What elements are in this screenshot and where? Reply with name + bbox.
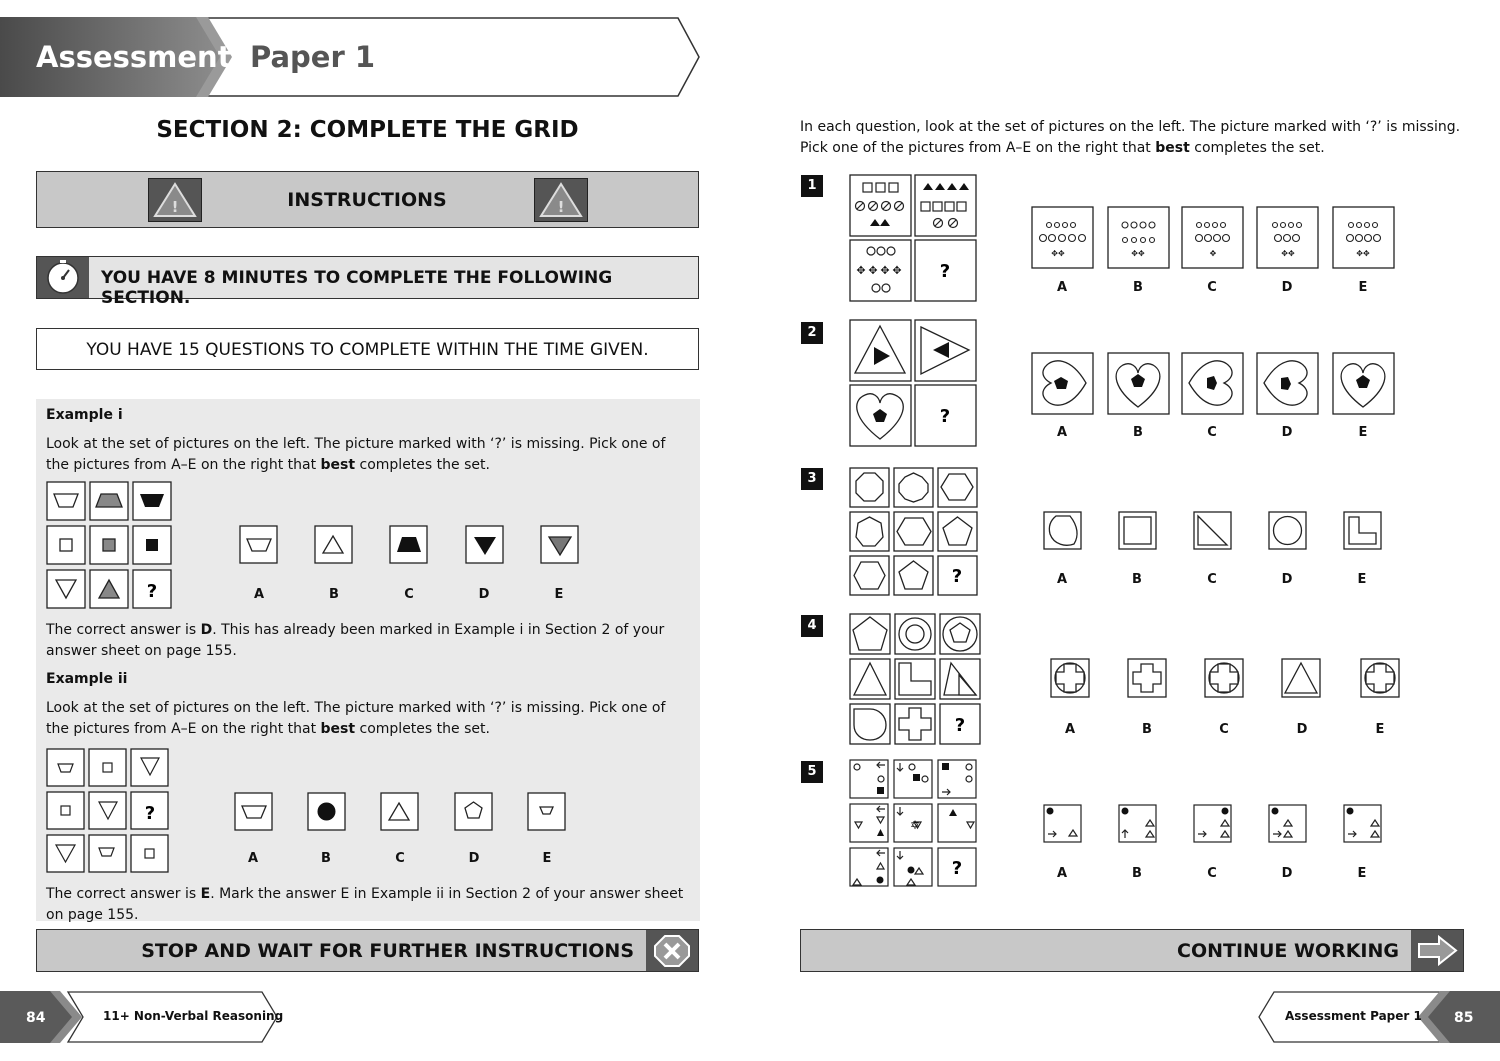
option-letter: E [1375,722,1385,737]
option-letter: C [1207,280,1217,295]
svg-text:✥✥: ✥✥ [1356,249,1370,258]
option-letter: A [1064,722,1076,737]
example1-grid [46,481,176,611]
stop-bar [36,929,699,972]
option-letter: D [1296,722,1308,737]
stop-text: STOP AND WAIT FOR FURTHER INSTRUCTIONS [141,940,634,962]
svg-text:✡: ✡ [909,818,921,832]
svg-text:✥✥: ✥✥ [1281,249,1295,258]
option-letter: B [329,587,339,602]
continue-text: CONTINUE WORKING [1177,940,1399,962]
missing-mark: ? [144,803,156,824]
option-letter: D [478,587,490,602]
svg-text:✥: ✥ [1209,249,1217,258]
svg-text:✥: ✥ [880,264,890,277]
footer-right-page-number: 85 [1454,1010,1474,1026]
option-letter: C [404,587,414,602]
missing-mark: ? [146,581,158,602]
option-letter: D [1281,280,1293,295]
svg-text:!: ! [557,198,565,216]
footer-right-title: Assessment Paper 1 [1285,1009,1422,1023]
option-letter: B [1133,280,1143,295]
option-letter: D [1281,425,1293,440]
option-letter: E [1358,425,1368,440]
q1-grid [849,174,979,304]
header-tab-paper: Paper 1 [250,40,376,74]
questions-count-text: YOU HAVE 15 QUESTIONS TO COMPLETE WITHIN THE TIME GIVEN. [86,340,649,360]
option-letter: C [1207,425,1217,440]
option-letter: A [1056,280,1068,295]
option-letter: D [468,851,480,866]
question-number: 5 [801,761,823,783]
option-letter: C [1219,722,1229,737]
option-letter: B [1142,722,1152,737]
option-letter: E [542,851,552,866]
example2-grid [46,748,172,874]
timer-text: YOU HAVE 8 MINUTES TO COMPLETE THE FOLLOWING SECTION. [101,268,613,308]
svg-text:✥: ✥ [868,264,878,277]
stop-x-icon [646,930,698,971]
option-letter: B [321,851,331,866]
q4-grid [849,613,983,747]
option-letter: B [1132,866,1142,881]
footer-left-title: 11+ Non-Verbal Reasoning [103,1009,284,1023]
q3-grid [849,467,979,597]
q2-grid [849,319,979,449]
q5-options [1042,803,1387,845]
question-number: 2 [801,322,823,344]
option-letter: D [1281,572,1293,587]
questions-count-box [36,328,699,370]
svg-text:✥: ✥ [856,264,866,277]
example2-title: Example ii [46,671,128,687]
missing-mark: ? [939,261,951,282]
q5-grid [849,759,979,889]
continue-bar [800,929,1464,972]
svg-text:✥: ✥ [892,264,902,277]
option-letter: D [1281,866,1293,881]
option-letter: A [1056,572,1068,587]
q3-options [1042,510,1387,552]
option-letter: E [554,587,564,602]
q2-options [1031,352,1397,418]
example1-options [238,524,583,566]
option-letter: C [1207,572,1217,587]
warning-icon [148,178,202,222]
option-letter: B [1133,425,1143,440]
stopwatch-icon [37,257,89,298]
example1-title: Example i [46,407,123,423]
example1-text: Look at the set of pictures on the left. The picture marked with ‘?’ is missing. Pick one of the pictures from A–E on the right that best completes the set. [46,436,666,473]
question-number: 4 [801,615,823,637]
svg-text:!: ! [171,198,179,216]
option-letter: A [253,587,265,602]
footer-left-page-number: 84 [26,1010,46,1026]
example2-options [233,791,568,833]
instructions-bar [36,171,699,228]
question-number: 1 [801,175,823,197]
example2-answer: The correct answer is E. Mark the answer E in Example ii in Section 2 of your answer sheet on page 155. [46,886,684,923]
timer-bar [36,256,699,308]
arrow-right-icon [1411,930,1463,971]
missing-mark: ? [954,715,966,736]
missing-mark: ? [939,406,951,427]
option-letter: E [1358,280,1368,295]
svg-text:✥✥: ✥✥ [1131,249,1145,258]
example1-answer: The correct answer is D. This has already been marked in Example i in Section 2 of your answer sheet on page 155. [46,622,665,659]
warning-icon [534,178,588,222]
option-letter: C [395,851,405,866]
missing-mark: ? [951,566,963,587]
q1-options [1031,206,1397,272]
example2-text: Look at the set of pictures on the left. The picture marked with ‘?’ is missing. Pick one of the pictures from A–E on the right that best completes the set. [46,700,666,737]
option-letter: B [1132,572,1142,587]
option-letter: C [1207,866,1217,881]
option-letter: A [1056,425,1068,440]
missing-mark: ? [951,858,963,879]
instructions-label: INSTRUCTIONS [287,189,447,211]
intro-text: In each question, look at the set of pictures on the left. The picture marked with ‘?’ is missing. Pick one of the pictures from A–E on the right that best completes the set. [800,119,1461,156]
svg-text:✥✥: ✥✥ [1051,249,1065,258]
option-letter: E [1357,866,1367,881]
option-letter: A [1056,866,1068,881]
option-letter: A [247,851,259,866]
q4-options [1049,657,1404,699]
header-tab-assessment: Assessment [36,40,232,74]
question-number: 3 [801,468,823,490]
section-title: SECTION 2: COMPLETE THE GRID [156,117,579,143]
option-letter: E [1357,572,1367,587]
